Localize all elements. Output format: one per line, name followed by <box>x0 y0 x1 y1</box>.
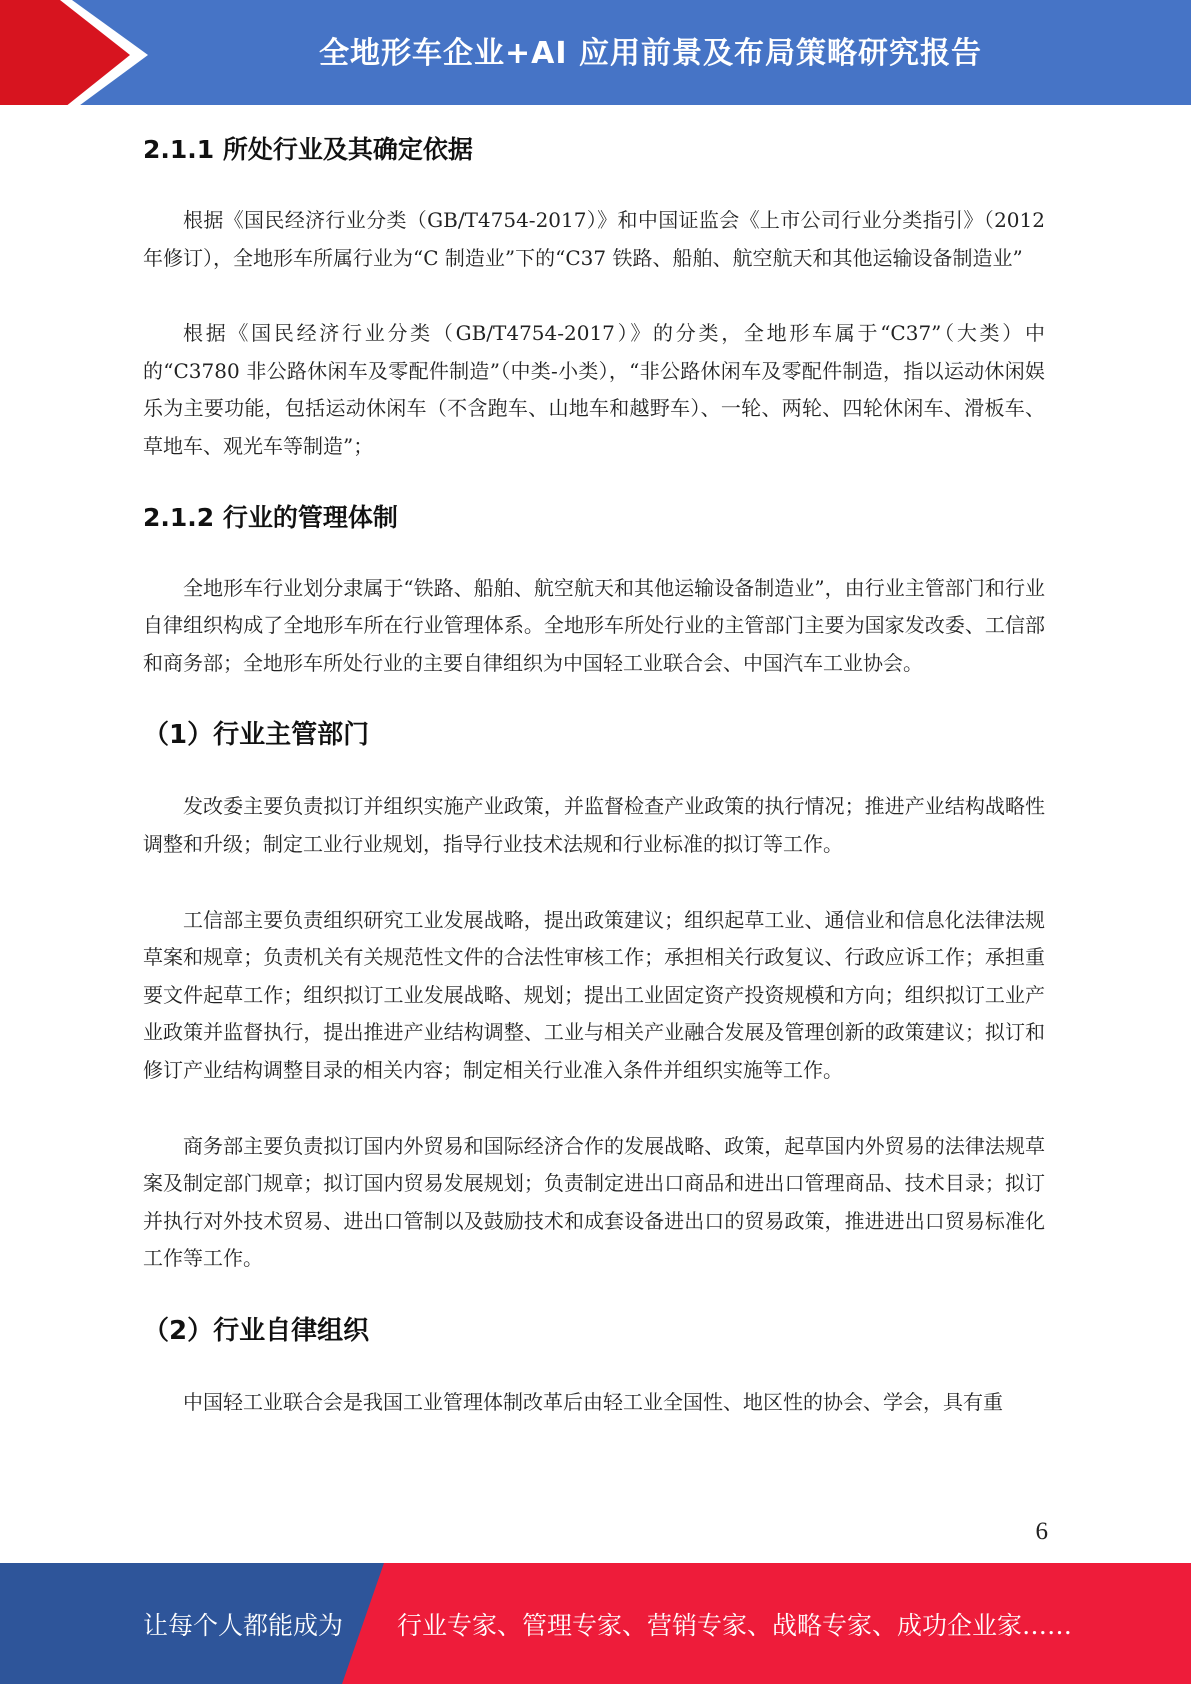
footer-slogan-right: 行业专家、管理专家、营销专家、战略专家、成功企业家…… <box>397 1610 1073 1640</box>
subsection-heading-self-regulation: （2）行业自律组织 <box>143 1315 370 1346</box>
paragraph: 发改委主要负责拟订并组织实施产业政策，并监督检查产业政策的执行情况；推进产业结构战略性调整和升级；制定工业行业规划，指导行业技术法规和行业标准的拟订等工作。 <box>143 794 1045 856</box>
paragraph: 中国轻工业联合会是我国工业管理体制改革后由轻工业全国性、地区性的协会、学会，具有重 <box>183 1389 1003 1414</box>
section-heading-2-1-1: 2.1.1 所处行业及其确定依据 <box>143 135 473 164</box>
page-number: 6 <box>1035 1518 1048 1545</box>
footer-band <box>0 1563 1191 1684</box>
report-title: 全地形车企业+AI 应用前景及布局策略研究报告 <box>319 36 982 71</box>
subsection-heading-authorities: （1）行业主管部门 <box>143 720 370 751</box>
footer-slogan-left: 让每个人都能成为 <box>143 1610 344 1640</box>
paragraph: 商务部主要负责拟订国内外贸易和国际经济合作的发展战略、政策，起草国内外贸易的法律法规草案及制定部门规章；拟订国内贸易发展规划；负责制定进出口商品和进出口管理商品、技术目录；拟订并执行对外技术贸易、进出口管制以及鼓励技术和成套设备进出口的贸易政策，推进进出口贸易标准化工作等工作。 <box>143 1133 1045 1271</box>
paragraph: 工信部主要负责组织研究工业发展战略，提出政策建议；组织起草工业、通信业和信息化法律法规草案和规章；负责机关有关规范性文件的合法性审核工作；承担相关行政复议、行政应诉工作；承担重要文件起草工作；组织拟订工业发展战略、规划；提出工业固定资产投资规模和方向；组织拟订工业产业政策并监督执行，提出推进产业结构调整、工业与相关产业融合发展及管理创新的政策建议；拟订和修订产业结构调整目录的相关内容；制定相关行业准入条件并组织实施等工作。 <box>143 907 1045 1082</box>
section-heading-2-1-2: 2.1.2 行业的管理体制 <box>143 502 398 532</box>
header-band <box>0 0 1191 111</box>
page-content <box>143 128 1045 1421</box>
paragraph: 根据《国民经济行业分类（GB/T4754-2017）》的分类，全地形车属于“C37”（大类）中的“C3780 非公路休闲车及零配件制造”（中类-小类），“非公路休闲车及零配件制造，指以运动休闲娱乐为主要功能，包括运动休闲车（不含跑车、山地车和越野车）、一轮、两轮、四轮休闲车、滑板车、草地车、观光车等制造”； <box>143 321 1045 458</box>
paragraph: 根据《国民经济行业分类（GB/T4754-2017）》和中国证监会《上市公司行业分类指引》（2012 年修订），全地形车所属行业为“C 制造业”下的“C37 铁路、船舶、航空航天和其他运输设备制造业” <box>143 208 1045 270</box>
paragraph: 全地形车行业划分隶属于“铁路、船舶、航空航天和其他运输设备制造业”，由行业主管部门和行业自律组织构成了全地形车所在行业管理体系。全地形车所处行业的主管部门主要为国家发改委、工信部和商务部；全地形车所处行业的主要自律组织为中国轻工业联合会、中国汽车工业协会。 <box>143 575 1045 675</box>
